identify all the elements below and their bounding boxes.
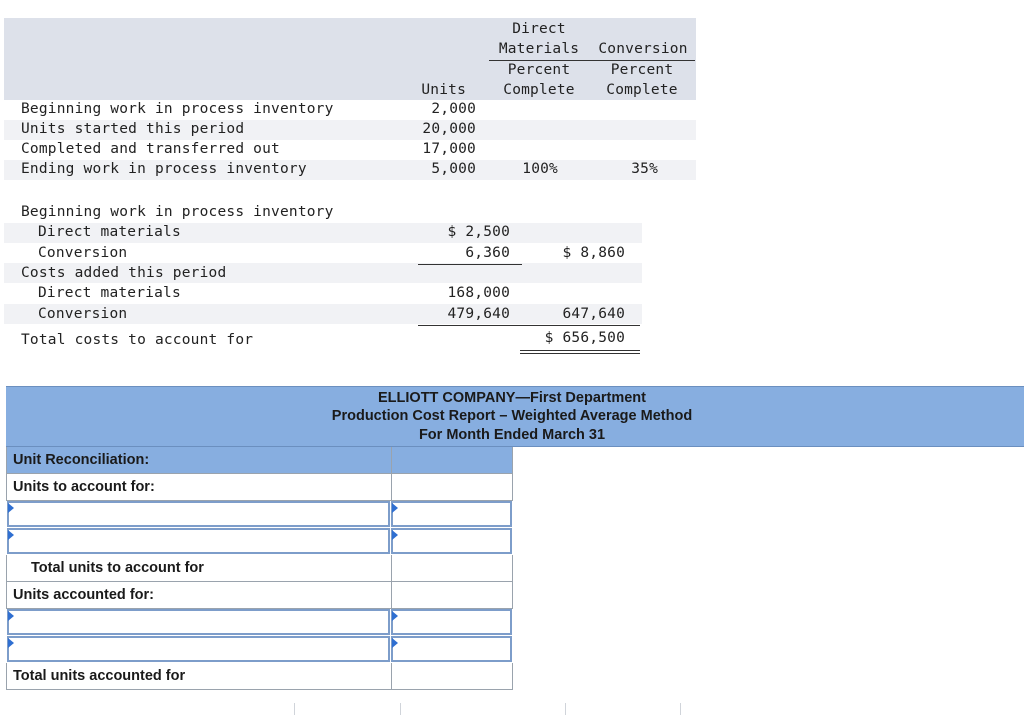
total-units-to-account-value[interactable] <box>391 555 513 581</box>
column-divider <box>400 703 401 715</box>
double-underline <box>520 350 640 351</box>
conv-complete-header: Complete <box>606 82 678 98</box>
cost-dm-label: Direct materials <box>38 285 181 301</box>
column-divider <box>680 703 681 715</box>
beginning-conv-cost: 6,360 <box>465 245 510 261</box>
units-to-account-row <box>6 474 513 501</box>
conversion-header: Conversion <box>598 41 688 57</box>
cost-conv-label: Conversion <box>38 245 128 261</box>
units-accounted-label: Units accounted for: <box>6 582 391 608</box>
row-units: 5,000 <box>431 161 476 177</box>
row-units: 17,000 <box>422 141 476 157</box>
input-marker <box>8 530 14 540</box>
input-marker <box>392 638 398 648</box>
conv-percent-header: Percent <box>610 62 674 78</box>
units-to-account-label: Units to account for: <box>6 474 391 500</box>
column-divider <box>294 703 295 715</box>
total-units-to-account-row <box>6 555 513 582</box>
value-cell <box>391 582 513 608</box>
row-units: 2,000 <box>431 101 476 117</box>
units-accounted-label-input-1[interactable] <box>7 609 390 635</box>
input-marker <box>8 503 14 513</box>
subtotal-line <box>418 325 522 326</box>
units-to-account-value-input-2[interactable] <box>391 528 512 554</box>
units-to-account-value-input-1[interactable] <box>391 501 512 527</box>
units-accounted-row <box>6 582 513 609</box>
input-marker <box>8 611 14 621</box>
row-label: Units started this period <box>21 121 245 137</box>
row-label: Completed and transferred out <box>21 141 280 157</box>
total-units-to-account-label: Total units to account for <box>6 555 391 581</box>
header-value-cell <box>391 447 513 473</box>
dm-complete-header: Complete <box>503 82 575 98</box>
subtotal-line <box>520 325 640 326</box>
units-accounted-value-input-2[interactable] <box>391 636 512 662</box>
cost-added-label: Costs added this period <box>21 265 227 281</box>
dm-header-line2: Materials <box>498 41 580 57</box>
input-marker <box>392 611 398 621</box>
row-units: 20,000 <box>422 121 476 137</box>
total-units-accounted-row <box>6 663 513 690</box>
total-units-accounted-label: Total units accounted for <box>6 663 391 689</box>
unit-reconciliation-row <box>6 447 513 474</box>
company-title: ELLIOTT COMPANY—First Department <box>378 390 646 406</box>
units-header: Units <box>421 82 466 98</box>
column-divider <box>565 703 566 715</box>
double-underline <box>520 353 640 354</box>
added-total-cost: 647,640 <box>562 306 625 322</box>
unit-reconciliation-label: Unit Reconciliation: <box>6 447 391 473</box>
row-label: Beginning work in process inventory <box>21 101 334 117</box>
report-title: Production Cost Report – Weighted Average Method <box>331 408 693 424</box>
input-marker <box>8 638 14 648</box>
units-to-account-label-input-1[interactable] <box>7 501 390 527</box>
input-marker <box>392 503 398 513</box>
dm-percent-header: Percent <box>507 62 571 78</box>
input-marker <box>392 530 398 540</box>
row-conv-percent: 35% <box>631 161 658 177</box>
units-accounted-value-input-1[interactable] <box>391 609 512 635</box>
value-cell <box>391 474 513 500</box>
beginning-total-cost: $ 8,860 <box>562 245 625 261</box>
total-units-accounted-value[interactable] <box>391 663 513 689</box>
row-dm-percent: 100% <box>522 161 558 177</box>
added-conv-cost: 479,640 <box>447 306 510 322</box>
total-costs-label: Total costs to account for <box>21 332 254 348</box>
cost-conv-label: Conversion <box>38 306 128 322</box>
cost-dm-label: Direct materials <box>38 224 181 240</box>
units-accounted-label-input-2[interactable] <box>7 636 390 662</box>
cost-beginning-label: Beginning work in process inventory <box>21 204 334 220</box>
subtotal-line <box>418 264 522 265</box>
row-label: Ending work in process inventory <box>21 161 307 177</box>
report-period: For Month Ended March 31 <box>418 427 606 443</box>
grand-total-cost: $ 656,500 <box>544 330 625 346</box>
added-dm-cost: 168,000 <box>447 285 510 301</box>
beginning-dm-cost: $ 2,500 <box>447 224 510 240</box>
units-to-account-label-input-2[interactable] <box>7 528 390 554</box>
dm-header-line1: Direct <box>512 21 566 37</box>
